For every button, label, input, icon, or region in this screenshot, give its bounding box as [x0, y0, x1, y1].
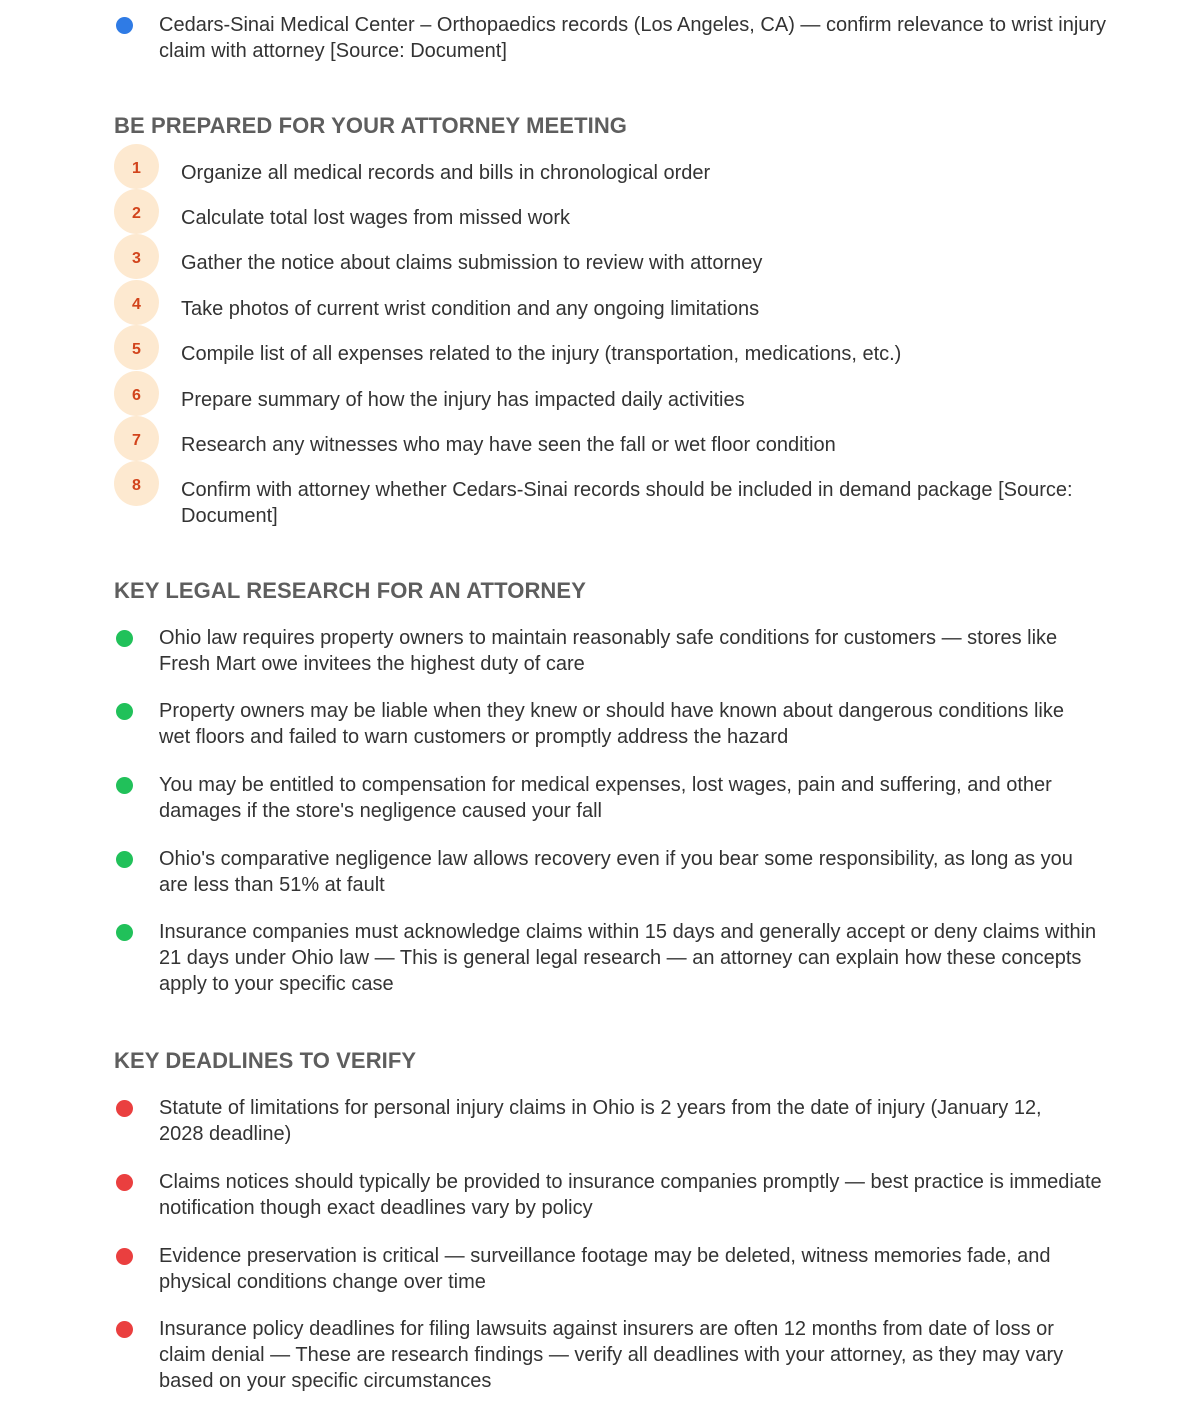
- list-item: [114, 919, 1109, 997]
- step-text: Gather the notice about claims submission to review with attorney: [181, 252, 763, 274]
- list-item: [114, 1169, 1114, 1221]
- step-number-badge: 6: [114, 371, 159, 416]
- bullet-text: Insurance policy deadlines for filing lawsuits against insurers are often 12 months from date of loss or claim denial — These are research findings — verify all deadlines with your attorney, as they may vary based on your specific circumstances: [159, 1318, 1064, 1392]
- step-text: Research any witnesses who may have seen the fall or wet floor condition: [181, 434, 836, 456]
- step-text: Calculate total lost wages from missed work: [181, 207, 571, 229]
- list-item: [114, 698, 1094, 750]
- step-number-badge: 1: [114, 144, 159, 189]
- step-number-badge: 2: [114, 189, 159, 234]
- bullet-dot-icon: [116, 777, 133, 794]
- step-text: Prepare summary of how the injury has impacted daily activities: [181, 389, 745, 411]
- list-item: [114, 625, 1094, 677]
- step-text: Compile list of all expenses related to the injury (transportation, medications, etc.): [181, 343, 902, 365]
- step-number-badge: 3: [114, 234, 159, 279]
- bullet-dot-icon: [116, 630, 133, 647]
- bullet-text: Property owners may be liable when they knew or should have known about dangerous conditions like wet floors and failed to warn customers or promptly address the hazard: [159, 700, 1064, 748]
- section-heading-research: KEY LEGAL RESEARCH FOR AN ATTORNEY: [114, 578, 586, 603]
- section-heading-prepare: BE PREPARED FOR YOUR ATTORNEY MEETING: [114, 113, 628, 138]
- bullet-dot-icon: [116, 1321, 133, 1338]
- bullet-text: Evidence preservation is critical — surveillance footage may be deleted, witness memories fade, and physical conditions change over time: [159, 1245, 1051, 1293]
- bullet-dot-icon: [116, 1248, 133, 1265]
- bullet-text: Claims notices should typically be provided to insurance companies promptly — best practice is immediate notification though exact deadlines vary by policy: [159, 1171, 1102, 1219]
- bullet-dot-icon: [116, 1100, 133, 1117]
- bullet-text: Ohio law requires property owners to maintain reasonably safe conditions for customers — stores like Fresh Mart owe invitees the highest duty of care: [159, 627, 1058, 675]
- step-text: Confirm with attorney whether Cedars-Sinai records should be included in demand package [Source: Document]: [181, 479, 1073, 527]
- step-item: [114, 160, 1081, 186]
- bullet-text: Insurance companies must acknowledge claims within 15 days and generally accept or deny claims within 21 days under Ohio law — This is general legal research — an attorney can explain how these concepts apply to your specific case: [159, 921, 1097, 995]
- step-number-badge: 4: [114, 280, 159, 325]
- bullet-dot-icon: [116, 703, 133, 720]
- list-item: [114, 12, 1119, 64]
- step-item: [114, 341, 1081, 367]
- step-text: Take photos of current wrist condition and any ongoing limitations: [181, 298, 760, 320]
- bullet-dot-icon: [116, 924, 133, 941]
- bullet-text: Ohio's comparative negligence law allows recovery even if you bear some responsibility, as long as you are less than 51% at fault: [159, 848, 1073, 896]
- step-number-badge: 7: [114, 416, 159, 461]
- list-item: [114, 1095, 1069, 1147]
- bullet-dot-icon: [116, 1174, 133, 1191]
- step-item: [114, 205, 1081, 231]
- list-item: [114, 1316, 1094, 1394]
- bullet-dot-icon: [116, 17, 133, 34]
- section-heading-deadlines: KEY DEADLINES TO VERIFY: [114, 1048, 417, 1073]
- step-item: [114, 387, 1081, 413]
- step-item: [114, 250, 1081, 276]
- step-number-badge: 5: [114, 325, 159, 370]
- bullet-text: Statute of limitations for personal injury claims in Ohio is 2 years from the date of injury (January 12, 2028 deadline): [159, 1097, 1042, 1145]
- list-item: [114, 1243, 1094, 1295]
- bullet-dot-icon: [116, 851, 133, 868]
- step-item: [114, 477, 1081, 529]
- step-text: Organize all medical records and bills in chronological order: [181, 162, 711, 184]
- bullet-text: You may be entitled to compensation for medical expenses, lost wages, pain and suffering, and other damages if the store's negligence caused your fall: [159, 774, 1052, 822]
- bullet-text: Cedars-Sinai Medical Center – Orthopaedics records (Los Angeles, CA) — confirm relevance to wrist injury claim with attorney [Source: Document]: [159, 14, 1107, 62]
- list-item: [114, 846, 1104, 898]
- step-item: [114, 432, 1081, 458]
- step-number-badge: 8: [114, 461, 159, 506]
- list-item: [114, 772, 1104, 824]
- step-item: [114, 296, 1081, 322]
